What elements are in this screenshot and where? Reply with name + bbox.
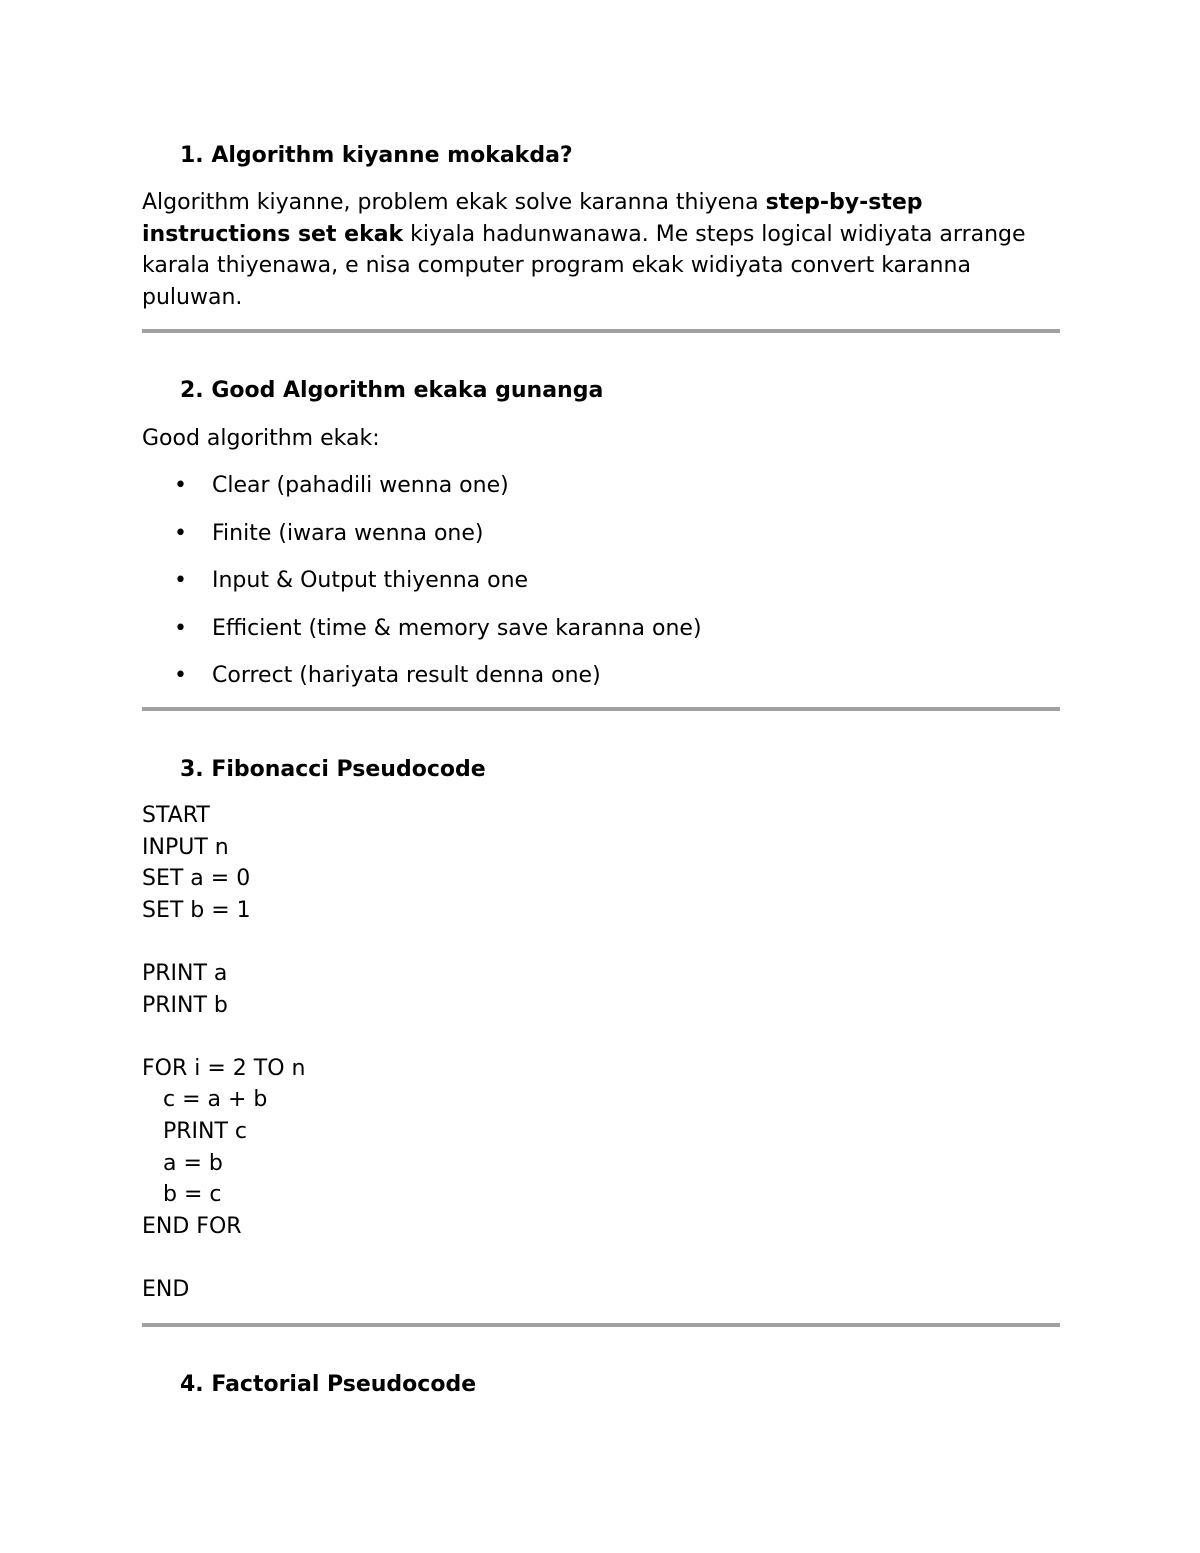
- bullet-icon: •: [174, 568, 187, 593]
- list-item-text: Clear (pahadili wenna one): [212, 473, 509, 498]
- section-3-heading: 3. Fibonacci Pseudocode: [180, 757, 486, 782]
- horizontal-rule-2: [142, 707, 1060, 711]
- section-1-text-b: kiyala hadunwanawa. Me steps logical widiyata arrange karala thiyenawa, e nisa computer program ekak widiyata convert karanna puluwan.: [142, 221, 1026, 310]
- section-1-heading: 1. Algorithm kiyanne mokakda?: [180, 143, 573, 168]
- list-item-text: Input & Output thiyenna one: [212, 568, 529, 593]
- horizontal-rule-1: [142, 329, 1060, 333]
- bullet-icon: •: [174, 520, 187, 546]
- section-1-paragraph: [142, 187, 1042, 313]
- list-item-text: Efficient (time & memory save karanna one): [212, 615, 702, 641]
- list-item-text: Correct (hariyata result denna one): [212, 663, 601, 688]
- section-1-bold-text: step-by-step instructions set ekak: [142, 190, 923, 247]
- section-2-intro: Good algorithm ekak:: [142, 426, 380, 451]
- fibonacci-pseudocode: START INPUT n SET a = 0 SET b = 1 PRINT a PRINT b FOR i = 2 TO n c = a + b PRINT c a = b b = c END FOR END: [142, 803, 306, 1302]
- section-4-heading: 4. Factorial Pseudocode: [180, 1372, 477, 1397]
- list-item-text: Finite (iwara wenna one): [212, 520, 484, 546]
- bullet-icon: •: [174, 615, 187, 641]
- section-2-heading: 2. Good Algorithm ekaka gunanga: [180, 378, 604, 403]
- bullet-icon: •: [174, 473, 187, 498]
- horizontal-rule-3: [142, 1323, 1060, 1327]
- section-1-text-a: Algorithm kiyanne, problem ekak solve karanna thiyena: [142, 190, 766, 215]
- bullet-icon: •: [174, 663, 187, 688]
